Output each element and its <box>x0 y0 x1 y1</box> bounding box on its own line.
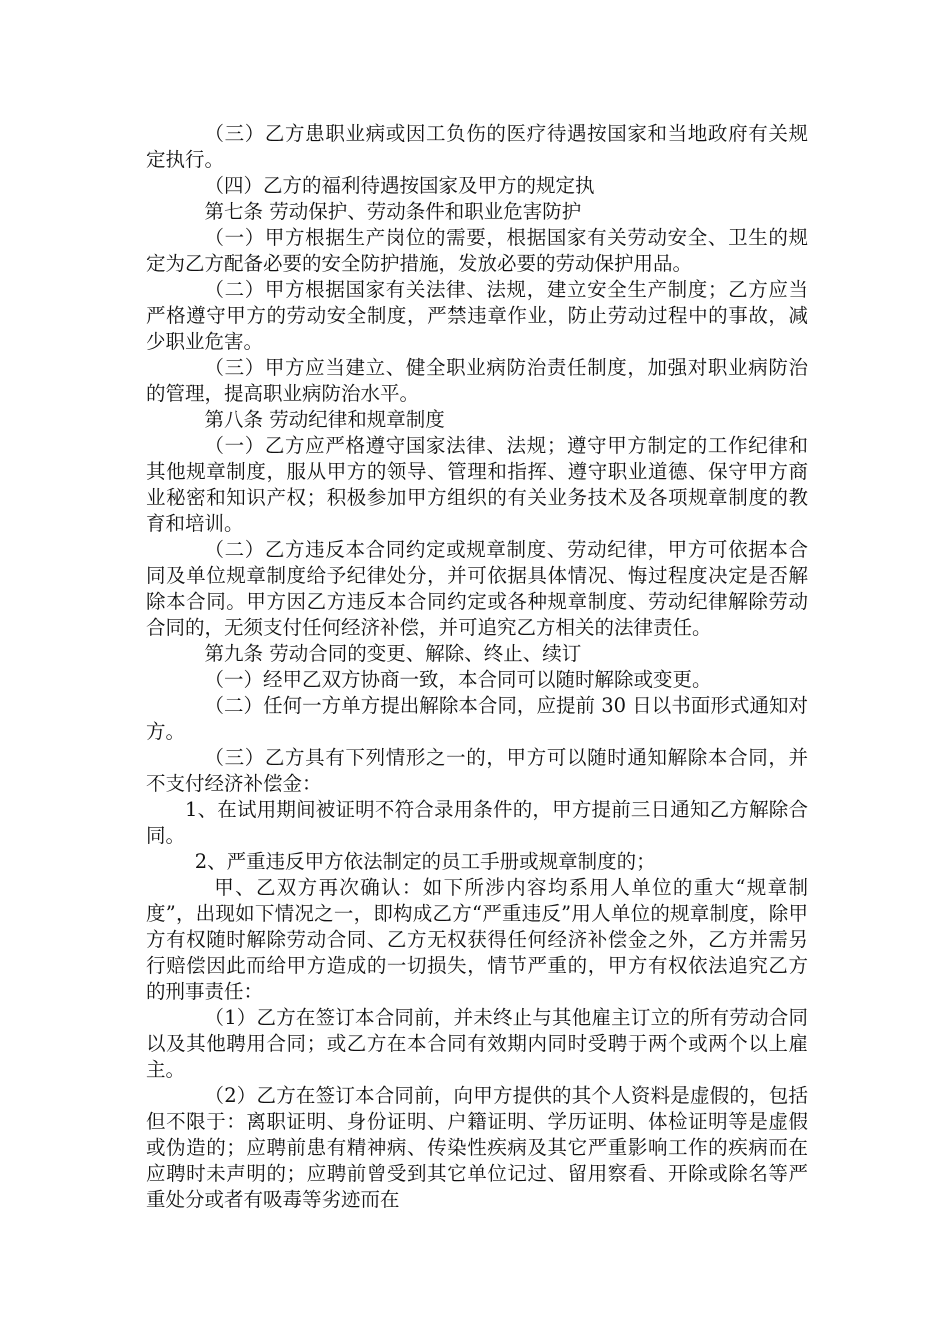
paragraph-occupational-disease: （三）甲方应当建立、健全职业病防治责任制度，加强对职业病防治的管理，提高职业病防治水平。 <box>146 356 808 405</box>
paragraph-mutual-termination: （一）经甲乙双方协商一致，本合同可以随时解除或变更。 <box>204 668 712 691</box>
document-body <box>146 121 808 1213</box>
paragraph-termination-conditions: （三）乙方具有下列情形之一的，甲方可以随时通知解除本合同，并不支付经济补偿金： <box>146 746 808 795</box>
paragraph-welfare: （四）乙方的福利待遇按国家及甲方的规定执 <box>204 174 595 197</box>
article-8-heading: 第八条 劳动纪律和规章制度 <box>204 408 445 431</box>
list-item-serious-violation: 2、严重违反甲方依法制定的员工手册或规章制度的； <box>194 850 656 873</box>
paragraph-confirmation: 甲、乙双方再次确认：如下所涉内容均系用人单位的重大“规章制度”，出现如下情况之一，即构成乙方“严重违反”用人单位的规章制度，除甲方有权随时解除劳动合同、乙方无权获得任何经济补偿金之外，乙方并需另行赔偿因此而给甲方造成的一切损失，情节严重的，甲方有权依法追究乙方的刑事责任： <box>146 876 808 1003</box>
list-item-probation: 1、在试用期间被证明不符合录用条件的，甲方提前三日通知乙方解除合同。 <box>146 798 808 847</box>
paragraph-discipline-violation: （二）乙方违反本合同约定或规章制度、劳动纪律，甲方可依据本合同及单位规章制度给予纪律处分，并可依据具体情况、悔过程度决定是否解除本合同。甲方因乙方违反本合同约定或各种规章制度、劳动纪律解除劳动合同的，无须支付任何经济补偿，并可追究乙方相关的法律责任。 <box>146 538 808 639</box>
article-7-heading: 第七条 劳动保护、劳动条件和职业危害防护 <box>204 200 582 223</box>
list-item-false-information: （2）乙方在签订本合同前，向甲方提供的其个人资料是虚假的，包括但不限于：离职证明、身份证明、户籍证明、学历证明、体检证明等是虚假或伪造的；应聘前患有精神病、传染性疾病及其它严重影响工作的疾病而在应聘时未声明的；应聘前曾受到其它单位记过、留用察看、开除或除名等严重处分或者有吸毒等劣迹而在 <box>146 1084 808 1211</box>
paragraph-notice-termination: （二）任何一方单方提出解除本合同，应提前 30 日以书面形式通知对方。 <box>146 694 808 743</box>
paragraph-medical-treatment: （三）乙方患职业病或因工负伤的医疗待遇按国家和当地政府有关规定执行。 <box>146 122 808 171</box>
paragraph-protection-supplies: （一）甲方根据生产岗位的需要，根据国家有关劳动安全、卫生的规定为乙方配备必要的安全防护措施，发放必要的劳动保护用品。 <box>146 226 808 275</box>
list-item-other-employers: （1）乙方在签订本合同前，并未终止与其他雇主订立的所有劳动合同以及其他聘用合同；或乙方在本合同有效期内同时受聘于两个或两个以上雇主。 <box>146 1006 808 1081</box>
article-9-heading: 第九条 劳动合同的变更、解除、终止、续订 <box>204 642 582 665</box>
paragraph-discipline-compliance: （一）乙方应严格遵守国家法律、法规；遵守甲方制定的工作纪律和其他规章制度，服从甲方的领导、管理和指挥、遵守职业道德、保守甲方商业秘密和知识产权；积极参加甲方组织的有关业务技术及各项规章制度的教育和培训。 <box>146 434 808 535</box>
paragraph-safety-system: （二）甲方根据国家有关法律、法规，建立安全生产制度；乙方应当严格遵守甲方的劳动安全制度，严禁违章作业，防止劳动过程中的事故，减少职业危害。 <box>146 278 808 353</box>
